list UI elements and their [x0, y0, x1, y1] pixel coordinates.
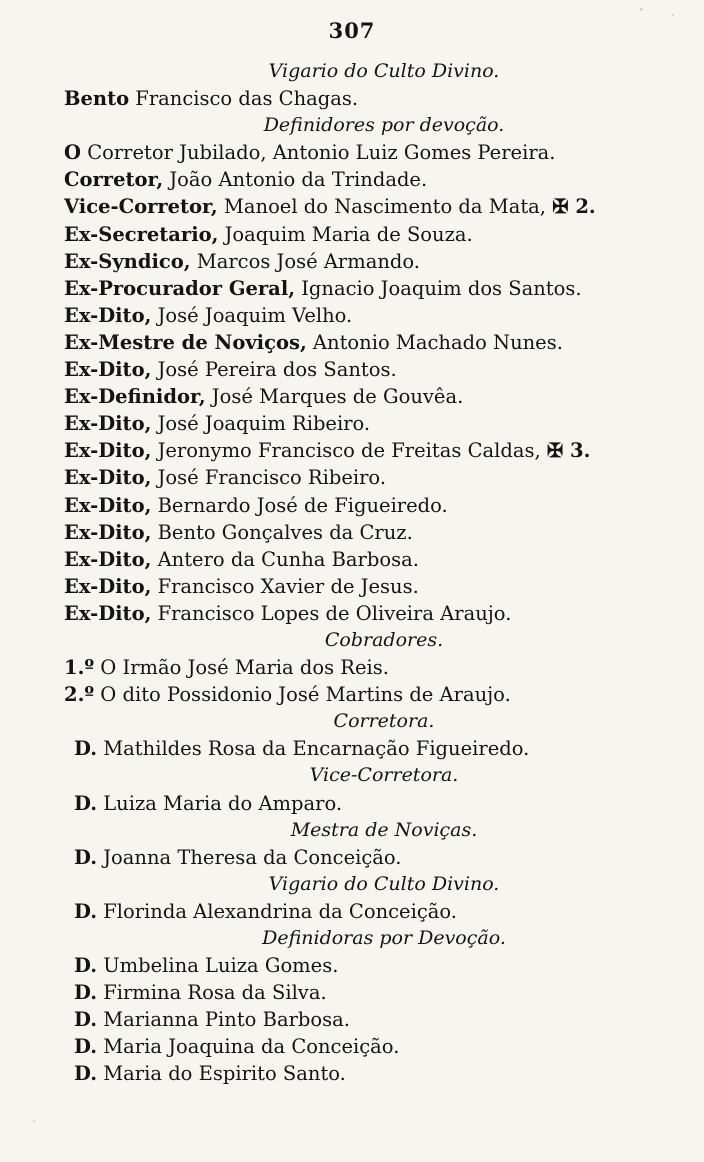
entry-title: Ex-Dito, — [64, 466, 152, 490]
entry-name: Maria do Espirito Santo. — [97, 1062, 346, 1086]
member-entry — [64, 790, 664, 817]
member-entry — [64, 1006, 664, 1033]
member-entry — [64, 139, 664, 166]
entry-name: José Pereira dos Santos. — [151, 358, 397, 382]
entry-title: 1.º — [64, 656, 95, 680]
entry-title: Ex-Dito, — [64, 574, 152, 598]
text-body — [64, 58, 664, 1088]
page-number: 307 — [328, 18, 376, 43]
entry-title: Ex-Dito, — [64, 412, 152, 436]
entry-name: O Irmão José Maria dos Reis. — [94, 656, 389, 680]
entry-title: Ex-Dito, — [64, 493, 152, 517]
member-entry — [64, 383, 664, 410]
entry-title: Corretor, — [64, 168, 164, 192]
member-entry — [64, 166, 664, 193]
entry-title: D. — [74, 845, 98, 869]
member-entry — [64, 275, 664, 302]
entry-title: D. — [74, 899, 98, 923]
member-entry — [64, 221, 664, 248]
entry-name: Marcos José Armando. — [190, 249, 420, 273]
member-entry — [64, 735, 664, 762]
member-entry — [64, 600, 664, 627]
member-entry — [64, 519, 664, 546]
entry-title: Ex-Definidor, — [64, 385, 206, 409]
entry-title: Ex-Dito, — [64, 358, 152, 382]
entry-name: Luiza Maria do Amparo. — [97, 791, 343, 815]
entry-title: D. — [74, 791, 98, 815]
member-entry — [64, 573, 664, 600]
paper-speck — [640, 8, 643, 11]
entry-name: Mathildes Rosa da Encarnação Figueiredo. — [97, 737, 530, 761]
entry-name: Bento Gonçalves da Cruz. — [151, 520, 413, 544]
entry-name: O dito Possidonio José Martins de Araujo. — [94, 683, 511, 707]
section-heading: Definidores por devoção. — [263, 114, 505, 137]
entry-title: D. — [74, 1008, 98, 1032]
order-cross-icon: ✠ 3. — [546, 439, 591, 463]
member-entry — [64, 248, 664, 275]
entry-name: José Joaquim Ribeiro. — [151, 412, 371, 436]
entry-name: Manoel do Nascimento da Mata, — [217, 195, 553, 219]
member-entry — [64, 437, 664, 464]
entry-name: Francisco Xavier de Jesus. — [151, 574, 419, 598]
member-entry — [64, 193, 664, 220]
section-heading: Vice-Corretora. — [309, 764, 459, 787]
entry-title: Ex-Dito, — [64, 601, 152, 625]
entry-title: D. — [74, 1035, 98, 1059]
entry-name: Maria Joaquina da Conceição. — [97, 1035, 400, 1059]
section-heading: Vigario do Culto Divino. — [268, 872, 500, 895]
entry-name: Antonio Machado Nunes. — [306, 330, 563, 354]
entry-name: Bernardo José de Figueiredo. — [151, 493, 448, 517]
member-entry — [64, 329, 664, 356]
entry-title: Ex-Secretario, — [64, 222, 219, 246]
member-entry — [64, 410, 664, 437]
entry-name: Firmina Rosa da Silva. — [97, 981, 327, 1005]
entry-name: Joaquim Maria de Souza. — [218, 222, 473, 246]
entry-title: Ex-Syndico, — [64, 249, 191, 273]
member-entry — [64, 979, 664, 1006]
entry-title: Bento — [64, 87, 130, 111]
member-entry — [64, 1033, 664, 1060]
order-cross-icon: ✠ 2. — [552, 195, 596, 219]
entry-name: Marianna Pinto Barbosa. — [97, 1008, 350, 1032]
member-entry — [64, 546, 664, 573]
entry-name: Florinda Alexandrina da Conceição. — [97, 899, 457, 923]
entry-title: O — [64, 141, 81, 165]
entry-title: Ex-Dito, — [64, 547, 152, 571]
entry-name: José Marques de Gouvêa. — [205, 385, 464, 409]
entry-name: Antero da Cunha Barbosa. — [151, 547, 419, 571]
entry-title: Ex-Mestre de Noviços, — [64, 330, 307, 354]
entry-title: D. — [74, 1062, 98, 1086]
entry-title: Ex-Procurador Geral, — [64, 276, 296, 300]
member-entry — [64, 844, 664, 871]
member-entry — [64, 654, 664, 681]
entry-title: D. — [74, 981, 98, 1005]
entry-name: Ignacio Joaquim dos Santos. — [295, 276, 582, 300]
entry-name: João Antonio da Trindade. — [163, 168, 428, 192]
entry-title: Ex-Dito, — [64, 439, 152, 463]
entry-name: Francisco das Chagas. — [129, 87, 359, 111]
entry-title: D. — [74, 737, 98, 761]
paper-speck — [672, 14, 674, 16]
member-entry — [64, 898, 664, 925]
paper-speck — [33, 1120, 35, 1122]
section-heading: Definidoras por Devoção. — [262, 927, 506, 949]
entry-title: D. — [74, 954, 98, 978]
section-heading: Cobradores. — [324, 628, 444, 651]
entry-name: Francisco Lopes de Oliveira Araujo. — [151, 601, 512, 625]
section-heading: Corretora. — [333, 710, 435, 733]
section-heading: Vigario do Culto Divino. — [268, 60, 500, 82]
member-entry — [64, 1060, 664, 1087]
member-entry — [64, 85, 664, 112]
member-entry — [64, 356, 664, 383]
member-entry — [64, 952, 664, 979]
entry-name: José Joaquim Velho. — [151, 303, 353, 327]
entry-title: 2.º — [64, 683, 95, 707]
member-entry — [64, 492, 664, 519]
entry-name: Jeronymo Francisco de Freitas Caldas, — [151, 439, 547, 463]
entry-name: Joanna Theresa da Conceição. — [97, 845, 402, 869]
entry-name: Corretor Jubilado, Antonio Luiz Gomes Pereira. — [81, 141, 556, 165]
entry-title: Vice-Corretor, — [64, 195, 218, 219]
entry-title: Ex-Dito, — [64, 303, 152, 327]
entry-name: Umbelina Luiza Gomes. — [97, 954, 339, 978]
member-entry — [64, 302, 664, 329]
section-heading: Mestra de Noviças. — [290, 818, 478, 841]
member-entry — [64, 464, 664, 491]
entry-name: José Francisco Ribeiro. — [151, 466, 387, 490]
entry-title: Ex-Dito, — [64, 520, 152, 544]
member-entry — [64, 681, 664, 708]
